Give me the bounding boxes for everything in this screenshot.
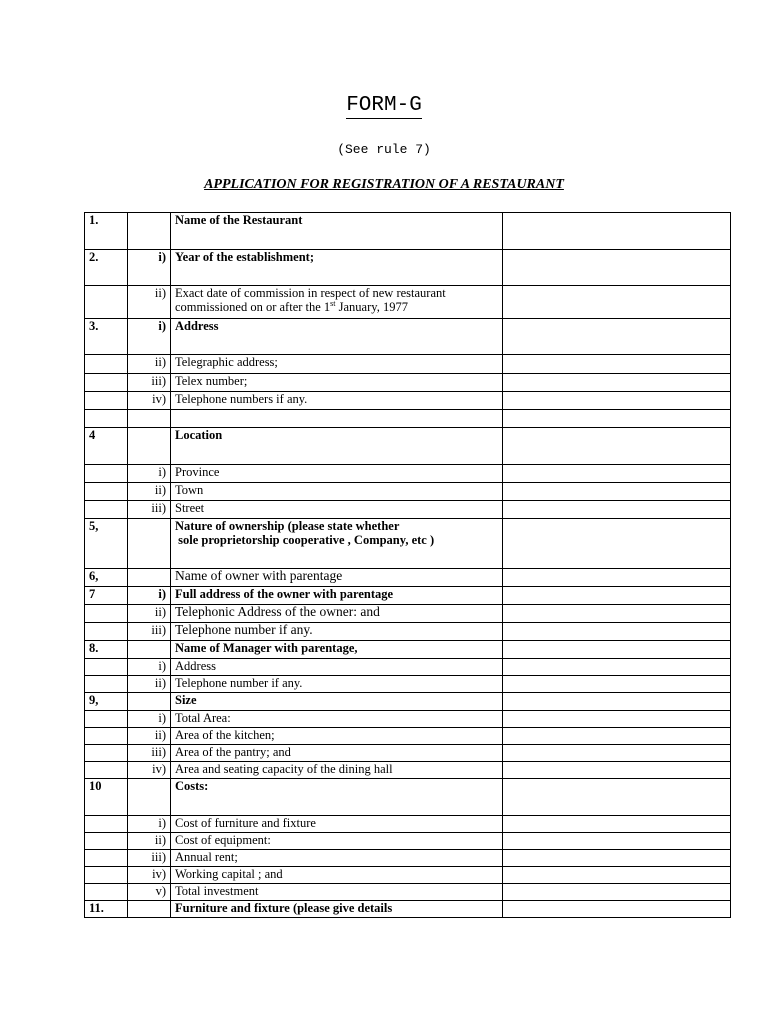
form-row	[85, 501, 731, 519]
sub-item-number: iii)	[128, 623, 171, 641]
item-number	[85, 483, 128, 501]
item-number	[85, 374, 128, 392]
item-number: 9,	[85, 693, 128, 711]
sub-item-number: iii)	[128, 850, 171, 867]
field-label: Province	[171, 465, 503, 483]
field-label: Cost of equipment:	[171, 833, 503, 850]
answer-field[interactable]	[503, 867, 731, 884]
sub-item-number: ii)	[128, 833, 171, 850]
field-label: Total Area:	[171, 711, 503, 728]
answer-field[interactable]	[503, 428, 731, 465]
field-label: Telephone number if any.	[171, 623, 503, 641]
answer-field[interactable]	[503, 569, 731, 587]
answer-field[interactable]	[503, 901, 731, 918]
item-number	[85, 711, 128, 728]
answer-field[interactable]	[503, 884, 731, 901]
answer-field[interactable]	[503, 711, 731, 728]
field-label: Area of the kitchen;	[171, 728, 503, 745]
item-number: 2.	[85, 250, 128, 286]
form-row	[85, 711, 731, 728]
field-label: Telephonic Address of the owner: and	[171, 605, 503, 623]
sub-item-number: iv)	[128, 867, 171, 884]
field-label: Telephone number if any.	[171, 676, 503, 693]
item-number	[85, 728, 128, 745]
item-number	[85, 623, 128, 641]
item-number	[85, 659, 128, 676]
sub-item-number	[128, 519, 171, 569]
sub-item-number: i)	[128, 250, 171, 286]
form-row	[85, 392, 731, 410]
item-number: 4	[85, 428, 128, 465]
answer-field[interactable]	[503, 250, 731, 286]
field-label: Street	[171, 501, 503, 519]
form-row	[85, 884, 731, 901]
sub-item-number: iii)	[128, 374, 171, 392]
sub-item-number: ii)	[128, 676, 171, 693]
form-row	[85, 867, 731, 884]
item-number	[85, 286, 128, 319]
item-number	[85, 676, 128, 693]
form-row	[85, 833, 731, 850]
field-label: Furniture and fixture (please give details	[171, 901, 503, 918]
field-label: Working capital ; and	[171, 867, 503, 884]
form-row	[85, 779, 731, 816]
form-row	[85, 901, 731, 918]
answer-field[interactable]	[503, 392, 731, 410]
field-label: Telephone numbers if any.	[171, 392, 503, 410]
field-label: Name of owner with parentage	[171, 569, 503, 587]
item-number	[85, 833, 128, 850]
field-label: Area of the pantry; and	[171, 745, 503, 762]
field-label: Address	[171, 319, 503, 355]
field-label: Full address of the owner with parentage	[171, 587, 503, 605]
sub-item-number	[128, 641, 171, 659]
field-label: Town	[171, 483, 503, 501]
sub-item-number	[128, 779, 171, 816]
sub-item-number	[128, 410, 171, 428]
form-row	[85, 374, 731, 392]
item-number	[85, 392, 128, 410]
rule-reference: (See rule 7)	[337, 142, 431, 157]
form-row	[85, 641, 731, 659]
item-number	[85, 850, 128, 867]
field-label: Exact date of commission in respect of new restaurant commissioned on or after the 1st January, 1977	[171, 286, 503, 319]
form-row	[85, 728, 731, 745]
sub-item-number: i)	[128, 465, 171, 483]
field-label: Area and seating capacity of the dining hall	[171, 762, 503, 779]
sub-item-number: ii)	[128, 605, 171, 623]
answer-field[interactable]	[503, 676, 731, 693]
item-number	[85, 501, 128, 519]
answer-field[interactable]	[503, 605, 731, 623]
field-label: Address	[171, 659, 503, 676]
item-number: 1.	[85, 213, 128, 250]
answer-field[interactable]	[503, 213, 731, 250]
item-number	[85, 465, 128, 483]
sub-item-number: iii)	[128, 745, 171, 762]
sub-item-number: ii)	[128, 728, 171, 745]
sub-item-number: i)	[128, 319, 171, 355]
sub-item-number: v)	[128, 884, 171, 901]
form-row	[85, 465, 731, 483]
answer-field[interactable]	[503, 762, 731, 779]
answer-field[interactable]	[503, 286, 731, 319]
answer-field[interactable]	[503, 410, 731, 428]
answer-field[interactable]	[503, 693, 731, 711]
answer-field[interactable]	[503, 465, 731, 483]
form-heading: APPLICATION FOR REGISTRATION OF A RESTAURANT	[204, 177, 564, 192]
item-number: 11.	[85, 901, 128, 918]
sub-item-number: i)	[128, 711, 171, 728]
sub-item-number: i)	[128, 587, 171, 605]
form-row	[85, 676, 731, 693]
sub-item-number	[128, 569, 171, 587]
field-label: Cost of furniture and fixture	[171, 816, 503, 833]
form-row	[85, 693, 731, 711]
answer-field[interactable]	[503, 587, 731, 605]
form-row	[85, 605, 731, 623]
sub-item-number: ii)	[128, 355, 171, 374]
answer-field[interactable]	[503, 501, 731, 519]
answer-field[interactable]	[503, 483, 731, 501]
item-number: 6,	[85, 569, 128, 587]
item-number	[85, 355, 128, 374]
sub-item-number: iv)	[128, 762, 171, 779]
form-row	[85, 410, 731, 428]
answer-field[interactable]	[503, 659, 731, 676]
form-row	[85, 569, 731, 587]
item-number	[85, 410, 128, 428]
answer-field[interactable]	[503, 850, 731, 867]
answer-field[interactable]	[503, 745, 731, 762]
answer-field[interactable]	[503, 374, 731, 392]
item-number: 10	[85, 779, 128, 816]
field-label	[171, 410, 503, 428]
answer-field[interactable]	[503, 779, 731, 816]
item-number	[85, 816, 128, 833]
form-row	[85, 762, 731, 779]
form-row	[85, 816, 731, 833]
item-number: 5,	[85, 519, 128, 569]
field-label: Telex number;	[171, 374, 503, 392]
field-label: Size	[171, 693, 503, 711]
form-row	[85, 850, 731, 867]
item-number	[85, 605, 128, 623]
field-label: Costs:	[171, 779, 503, 816]
item-number: 7	[85, 587, 128, 605]
answer-field[interactable]	[503, 623, 731, 641]
answer-field[interactable]	[503, 816, 731, 833]
item-number	[85, 762, 128, 779]
sub-item-number	[128, 428, 171, 465]
answer-field[interactable]	[503, 833, 731, 850]
form-row	[85, 250, 731, 286]
form-row	[85, 213, 731, 250]
field-label: Annual rent;	[171, 850, 503, 867]
sub-item-number: ii)	[128, 483, 171, 501]
form-row	[85, 483, 731, 501]
answer-field[interactable]	[503, 641, 731, 659]
sub-item-number	[128, 901, 171, 918]
item-number: 3.	[85, 319, 128, 355]
item-number	[85, 867, 128, 884]
sub-item-number: ii)	[128, 286, 171, 319]
item-number	[85, 745, 128, 762]
form-row	[85, 587, 731, 605]
form-row	[85, 745, 731, 762]
sub-item-number: i)	[128, 659, 171, 676]
sub-item-number: iv)	[128, 392, 171, 410]
answer-field[interactable]	[503, 319, 731, 355]
form-row	[85, 623, 731, 641]
form-row	[85, 519, 731, 569]
form-title: FORM-G	[346, 94, 422, 117]
field-label: Name of Manager with parentage,	[171, 641, 503, 659]
form-row	[85, 659, 731, 676]
registration-form-table	[84, 212, 731, 918]
field-label: Location	[171, 428, 503, 465]
form-row	[85, 286, 731, 319]
sub-item-number	[128, 213, 171, 250]
field-label: Nature of ownership (please state whether sole proprietorship cooperative , Company, etc )	[171, 519, 503, 569]
sub-item-number: iii)	[128, 501, 171, 519]
answer-field[interactable]	[503, 728, 731, 745]
form-row	[85, 428, 731, 465]
field-label: Name of the Restaurant	[171, 213, 503, 250]
answer-field[interactable]	[503, 519, 731, 569]
field-label: Year of the establishment;	[171, 250, 503, 286]
field-label: Telegraphic address;	[171, 355, 503, 374]
form-row	[85, 355, 731, 374]
sub-item-number: i)	[128, 816, 171, 833]
answer-field[interactable]	[503, 355, 731, 374]
item-number: 8.	[85, 641, 128, 659]
field-label: Total investment	[171, 884, 503, 901]
item-number	[85, 884, 128, 901]
form-row	[85, 319, 731, 355]
sub-item-number	[128, 693, 171, 711]
